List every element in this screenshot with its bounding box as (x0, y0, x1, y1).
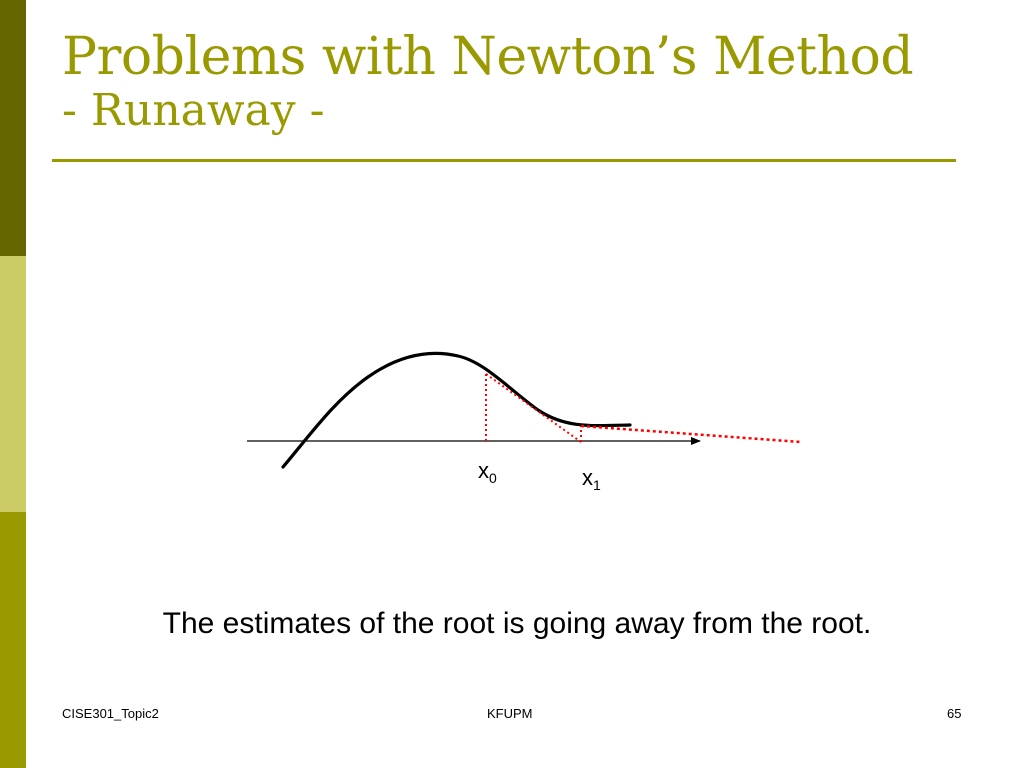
slide-caption: The estimates of the root is going away from the root. (162, 607, 872, 640)
footer-course: CISE301_Topic2 (62, 706, 159, 721)
function-curve (283, 353, 630, 467)
title-subtitle: - Runaway - (62, 85, 325, 137)
label-x0: $x_0$ (478, 458, 497, 486)
title-main: Problems with Newton’s Method (62, 27, 914, 87)
footer-institution: KFUPM (487, 706, 533, 721)
label-x1: $x_1$ (582, 465, 601, 493)
page-number: 65 (947, 706, 962, 721)
tangent-at-x1 (581, 426, 801, 442)
